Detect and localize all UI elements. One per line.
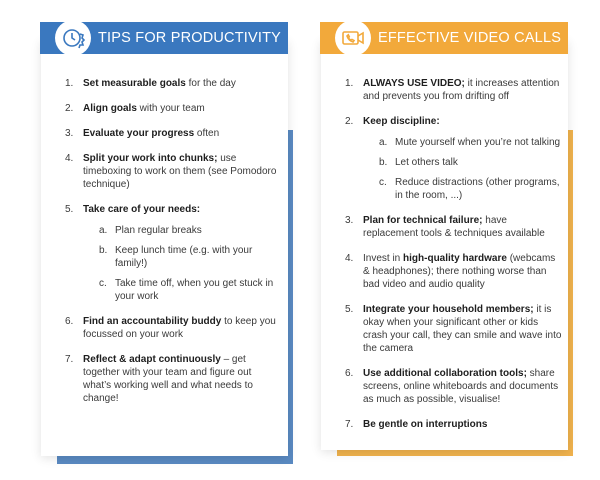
item-number: 4. — [345, 253, 354, 264]
sub-item — [83, 244, 280, 270]
item-number: 1. — [345, 78, 354, 89]
item-bold-text: high-quality hardware — [403, 253, 507, 264]
item-number: 2. — [345, 116, 354, 127]
item-bold-text: Keep discipline: — [363, 116, 440, 127]
item-bold-text: ALWAYS USE VIDEO; — [363, 78, 465, 89]
right-card — [321, 40, 568, 450]
item-number: 3. — [65, 128, 74, 139]
item-text: use timeboxing to work on them (see Pomodoro technique) — [83, 153, 277, 190]
item-number: 3. — [345, 215, 354, 226]
item-number: 5. — [65, 204, 74, 215]
item-text: often — [194, 128, 220, 139]
list-item — [335, 77, 563, 103]
item-bold-text: Reflect & adapt continuously — [83, 354, 221, 365]
item-bold-text: Split your work into chunks; — [83, 153, 218, 164]
productivity-tips-list — [55, 77, 280, 417]
item-number: 7. — [65, 354, 74, 365]
item-bold-text: Align goals — [83, 103, 137, 114]
left-title: TIPS FOR PRODUCTIVITY — [98, 30, 282, 46]
list-item — [335, 367, 563, 406]
item-bold-text: Evaluate your progress — [83, 128, 195, 139]
sub-item — [83, 224, 280, 237]
list-item — [55, 77, 280, 90]
list-item — [55, 152, 280, 191]
left-header — [40, 22, 288, 54]
item-number: 6. — [65, 316, 74, 327]
sub-list — [363, 136, 563, 202]
item-number: 2. — [65, 103, 74, 114]
list-item — [335, 303, 563, 355]
list-item — [335, 115, 563, 202]
sub-item — [363, 176, 563, 202]
list-item — [55, 203, 280, 303]
item-bold-text: Use additional collaboration tools; — [363, 368, 527, 379]
sub-item — [83, 277, 280, 303]
list-item — [55, 127, 280, 140]
item-bold-text: Integrate your household members; — [363, 304, 534, 315]
list-item — [335, 252, 563, 291]
item-bold-text: Set measurable goals — [83, 78, 186, 89]
item-text: have replacement tools & techniques available — [363, 215, 545, 239]
list-item — [335, 418, 563, 431]
item-text: it is okay when your significant other or kids crash your call, they can smile and wave into the camera — [363, 304, 562, 354]
sub-item-text: Mute yourself when you’re not talking — [395, 137, 561, 148]
sub-item-letter: c. — [379, 177, 387, 188]
item-text: share screens, online whiteboards and documents as much as possible, visualise! — [363, 368, 559, 405]
item-text: with your team — [136, 103, 205, 114]
left-card — [41, 40, 288, 456]
sub-item — [363, 136, 563, 149]
list-item — [55, 102, 280, 115]
sub-item-letter: a. — [379, 137, 388, 148]
video-call-tips-list — [335, 77, 563, 443]
item-bold-text: Be gentle on interruptions — [363, 419, 488, 430]
sub-item-letter: a. — [99, 225, 108, 236]
item-bold-text: Plan for technical failure; — [363, 215, 483, 226]
item-number: 6. — [345, 368, 354, 379]
sub-item-text: Reduce distractions (other programs, in the room, ...) — [395, 177, 560, 201]
right-header — [320, 22, 568, 54]
sub-item-text: Take time off, when you get stuck in your work — [115, 278, 274, 302]
list-item — [55, 353, 280, 405]
item-text: – get together with your team and figure out what’s working well and what needs to change! — [83, 354, 253, 404]
item-number: 7. — [345, 419, 354, 430]
clock-gear-icon — [55, 20, 91, 56]
item-text: (webcams & headphones); there nothing worse than bad video and audio quality — [363, 253, 556, 290]
sub-item-letter: b. — [379, 157, 388, 168]
list-item — [55, 315, 280, 341]
sub-item — [363, 156, 563, 169]
right-title: EFFECTIVE VIDEO CALLS — [378, 30, 562, 46]
item-bold-text: Find an accountability buddy — [83, 316, 222, 327]
item-number: 1. — [65, 78, 74, 89]
item-text: it increases attention and prevents you from drifting off — [363, 78, 560, 102]
sub-item-text: Plan regular breaks — [115, 225, 202, 236]
item-number: 5. — [345, 304, 354, 315]
video-call-icon — [335, 20, 371, 56]
item-text: to keep you focussed on your work — [83, 316, 276, 340]
sub-item-text: Keep lunch time (e.g. with your family!) — [115, 245, 253, 269]
item-number: 4. — [65, 153, 74, 164]
item-text: for the day — [185, 78, 236, 89]
sub-item-text: Let others talk — [395, 157, 458, 168]
list-item — [335, 214, 563, 240]
item-text: Invest in — [363, 253, 404, 264]
sub-item-letter: c. — [99, 278, 107, 289]
item-bold-text: Take care of your needs: — [83, 204, 201, 215]
sub-list — [83, 224, 280, 303]
sub-item-letter: b. — [99, 245, 108, 256]
